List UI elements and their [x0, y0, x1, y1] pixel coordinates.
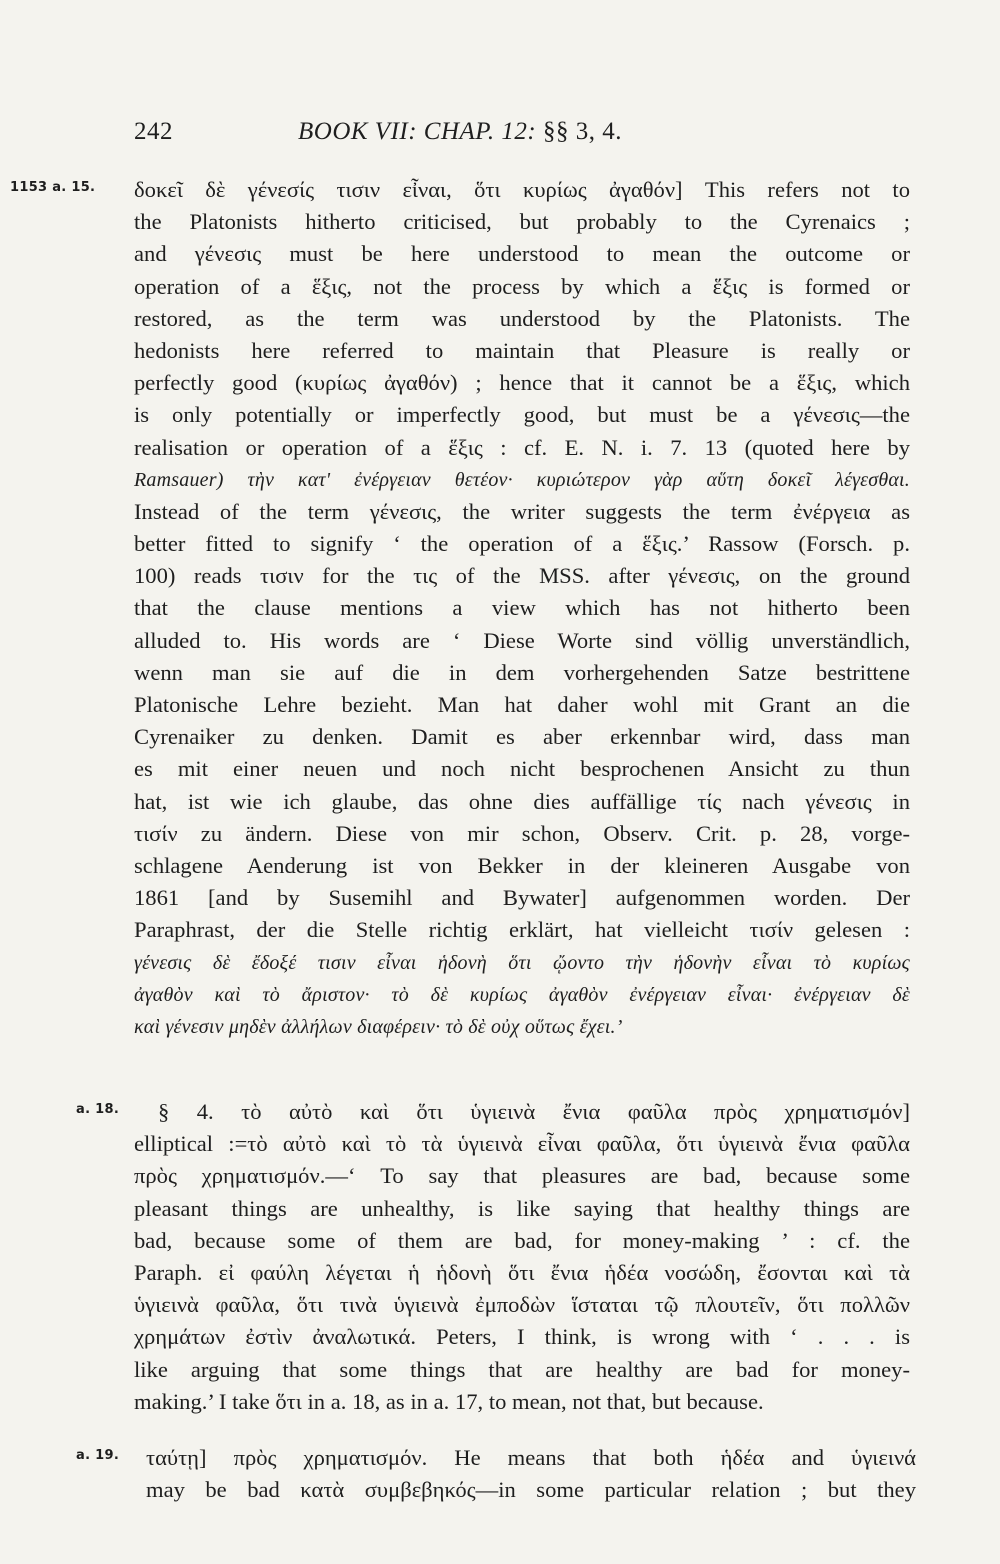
text-line: γένεσις δὲ ἔδοξέ τισιν εἶναι ἡδονὴ ὅτι ᾤοντο τὴν ἡδονὴν εἶναι τὸ κυρίως [134, 951, 910, 974]
text-line: Ramsauer) τὴν κατ' ἐνέργειαν θετέον· κυριώτερον γὰρ αὕτη δοκεῖ λέγεσθαι. [134, 468, 910, 491]
text-line: operation of a ἕξις, not the process by which a ἕξις is formed or [134, 273, 910, 299]
text-line: es mit einer neuen und noch nicht besprochenen Ansicht zu thun [134, 756, 910, 782]
running-header [134, 118, 924, 152]
text-line: ὑγιεινὰ φαῦλα, ὅτι τινὰ ὑγιεινὰ ἐμποδὼν ἵσταται τῷ πλουτεῖν, ὅτι πολλῶν [134, 1292, 910, 1318]
text-line: bad, because some of them are bad, for money-making ’ : cf. the [134, 1227, 910, 1253]
text-line: hat, ist wie ich glaube, das ohne dies auffällige τίς nach γένεσις in [134, 788, 910, 814]
text-line: καὶ γένεσιν μηδὲν ἀλλήλων διαφέρειν· τὸ δὲ οὐχ οὕτως ἔχει.’ [134, 1015, 623, 1038]
text-line: making.’ I take ὅτι in a. 18, as in a. 17, to mean, not that, but because. [134, 1388, 764, 1414]
text-line: 1861 [and by Susemihl and Bywater] aufgenommen worden. Der [134, 885, 910, 911]
text-line: Instead of the term γένεσις, the writer suggests the term ἐνέργεια as [134, 498, 910, 524]
text-line: schlagene Aenderung ist von Bekker in der kleineren Ausgabe von [134, 852, 910, 878]
page-number: 242 [134, 118, 173, 145]
running-title-text: BOOK VII: CHAP. 12: [298, 118, 537, 145]
text-line: χρημάτων ἐστὶν ἀναλωτικά. Peters, I think, is wrong with ‘ . . . is [134, 1324, 910, 1350]
text-line: that the clause mentions a view which has not hitherto been [134, 595, 910, 621]
text-line: wenn man sie auf die in dem vorhergehenden Satze bestrittene [134, 659, 910, 685]
text-line: elliptical :=τὸ αὐτὸ καὶ τὸ τὰ ὑγιεινὰ εἶναι φαῦλα, ὅτι ὑγιεινὰ ἔνια φαῦλα [134, 1131, 910, 1157]
text-line: alluded to. His words are ‘ Diese Worte sind völlig unverständlich, [134, 627, 910, 653]
text-line: Cyrenaiker zu denken. Damit es aber erkennbar wird, dass man [134, 724, 910, 750]
line-reference: 1153 a. 15. [10, 180, 96, 195]
text-line: may be bad κατὰ συμβεβηκός—in some particular relation ; but they [146, 1477, 916, 1503]
running-title [298, 118, 622, 146]
text-line: Paraph. εἰ φαύλη λέγεται ἡ ἡδονὴ ὅτι ἔνια ἡδέα νοσώδη, ἔσονται καὶ τὰ [134, 1259, 910, 1285]
text-line: δοκεῖ δὲ γένεσίς τισιν εἶναι, ὅτι κυρίως ἀγαθόν] This refers not to [134, 177, 910, 202]
text-line: Platonische Lehre bezieht. Man hat daher wohl mit Grant an die [134, 692, 910, 717]
text-line: pleasant things are unhealthy, is like saying that healthy things are [134, 1195, 910, 1221]
text-line: better fitted to signify ‘ the operation of a ἕξις.’ Rassow (Forsch. p. [134, 531, 910, 557]
line-reference: a. 19. [76, 1448, 120, 1463]
text-line: the Platonists hitherto criticised, but probably to the Cyrenaics ; [134, 209, 910, 235]
text-line: 100) reads τισιν for the τις of the MSS. after γένεσις, on the ground [134, 563, 910, 589]
text-line: and γένεσις must be here understood to mean the outcome or [134, 241, 910, 267]
text-line: τισίν zu ändern. Diese von mir schon, Observ. Crit. p. 28, vorge- [134, 820, 910, 846]
entry-body [134, 1096, 910, 1418]
text-line: § 4. τὸ αὐτὸ καὶ ὅτι ὑγιεινὰ ἔνια φαῦλα πρὸς χρηματισμόν] [158, 1099, 910, 1124]
text-line: πρὸς χρηματισμόν.—‘ To say that pleasures are bad, because some [134, 1163, 910, 1189]
text-line: is only potentially or imperfectly good, but must be a γένεσις—the [134, 402, 910, 428]
entry-body [146, 1442, 916, 1506]
text-line: realisation or operation of a ἕξις : cf. E. N. i. 7. 13 (quoted here by [134, 434, 910, 460]
text-line: ἀγαθὸν καὶ τὸ ἄριστον· τὸ δὲ κυρίως ἀγαθὸν ἐνέργειαν εἶναι· ἐνέργειαν δὲ [134, 983, 910, 1006]
text-line: ταύτῃ] πρὸς χρηματισμόν. He means that both ἡδέα and ὑγιεινά [146, 1445, 916, 1470]
line-reference: a. 18. [76, 1102, 120, 1117]
text-line: hedonists here referred to maintain that Pleasure is really or [134, 337, 910, 363]
text-line: perfectly good (κυρίως ἀγαθόν) ; hence that it cannot be a ἕξις, which [134, 370, 910, 396]
text-line: like arguing that some things that are healthy are bad for money- [134, 1356, 910, 1382]
text-line: restored, as the term was understood by the Platonists. The [134, 305, 910, 331]
entry-body [134, 174, 910, 1043]
text-line: Paraphrast, der die Stelle richtig erklärt, hat vielleicht τισίν gelesen : [134, 917, 910, 943]
section-ref: §§ 3, 4. [542, 118, 622, 145]
